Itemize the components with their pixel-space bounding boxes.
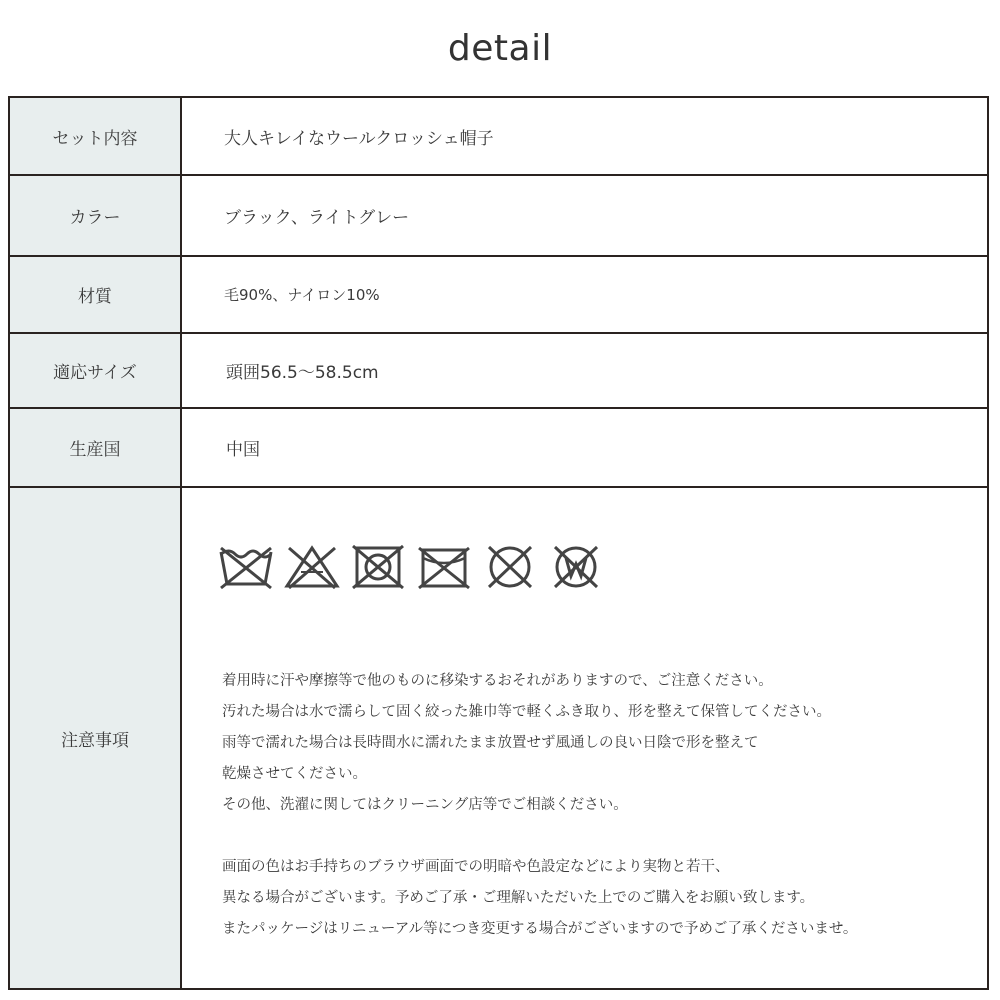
label-material: 材質 [10,257,182,332]
label-color: カラー [10,176,182,255]
no-dryclean-icon [481,544,539,590]
value-set: 大人キレイなウールクロッシェ帽子 [224,128,494,149]
no-wash-icon [217,544,275,590]
row-origin [10,409,987,488]
no-wet-clean-icon [547,544,605,590]
row-material [10,257,987,334]
label-size: 適応サイズ [10,334,182,407]
label-origin: 生産国 [10,409,182,486]
row-color [10,176,987,257]
value-size: 頭囲56.5〜58.5cm [226,363,379,383]
row-set [10,98,987,176]
page-title: detail [447,28,553,69]
value-color: ブラック、ライトグレー [224,208,410,228]
no-bleach-icon [283,544,341,590]
row-caution [10,488,987,988]
no-dry-icon [415,544,473,590]
note-line: 着用時に汗や摩擦等で他のものに移染するおそれがありますので、ご注意ください。 [222,673,773,689]
note-line: 雨等で濡れた場合は長時間水に濡れたまま放置せず風通しの良い日陰で形を整えて [222,735,759,751]
label-caution: 注意事項 [10,488,182,988]
label-set: セット内容 [10,98,182,174]
note-line: 画面の色はお手持ちのブラウザ画面での明暗や色設定などにより実物と若干、 [222,859,730,875]
note-line: その他、洗濯に関してはクリーニング店等でご相談ください。 [222,797,628,813]
care-icons [217,544,605,590]
note-line: 汚れた場合は水で濡らして固く絞った雑巾等で軽くふき取り、形を整えて保管してください。 [222,704,831,720]
no-tumble-dry-icon [349,544,407,590]
note-line: 乾燥させてください。 [222,766,367,782]
row-size [10,334,987,409]
value-origin: 中国 [226,440,260,460]
note-line: またパッケージはリニューアル等につき変更する場合がございますので予めご了承くださいませ。 [222,921,858,937]
note-line: 異なる場合がございます。予めご了承・ご理解いただいた上でのご購入をお願い致します。 [222,890,815,906]
detail-table [8,96,989,990]
caution-notes [222,666,857,945]
value-material: 毛90%、ナイロン10% [224,286,380,304]
